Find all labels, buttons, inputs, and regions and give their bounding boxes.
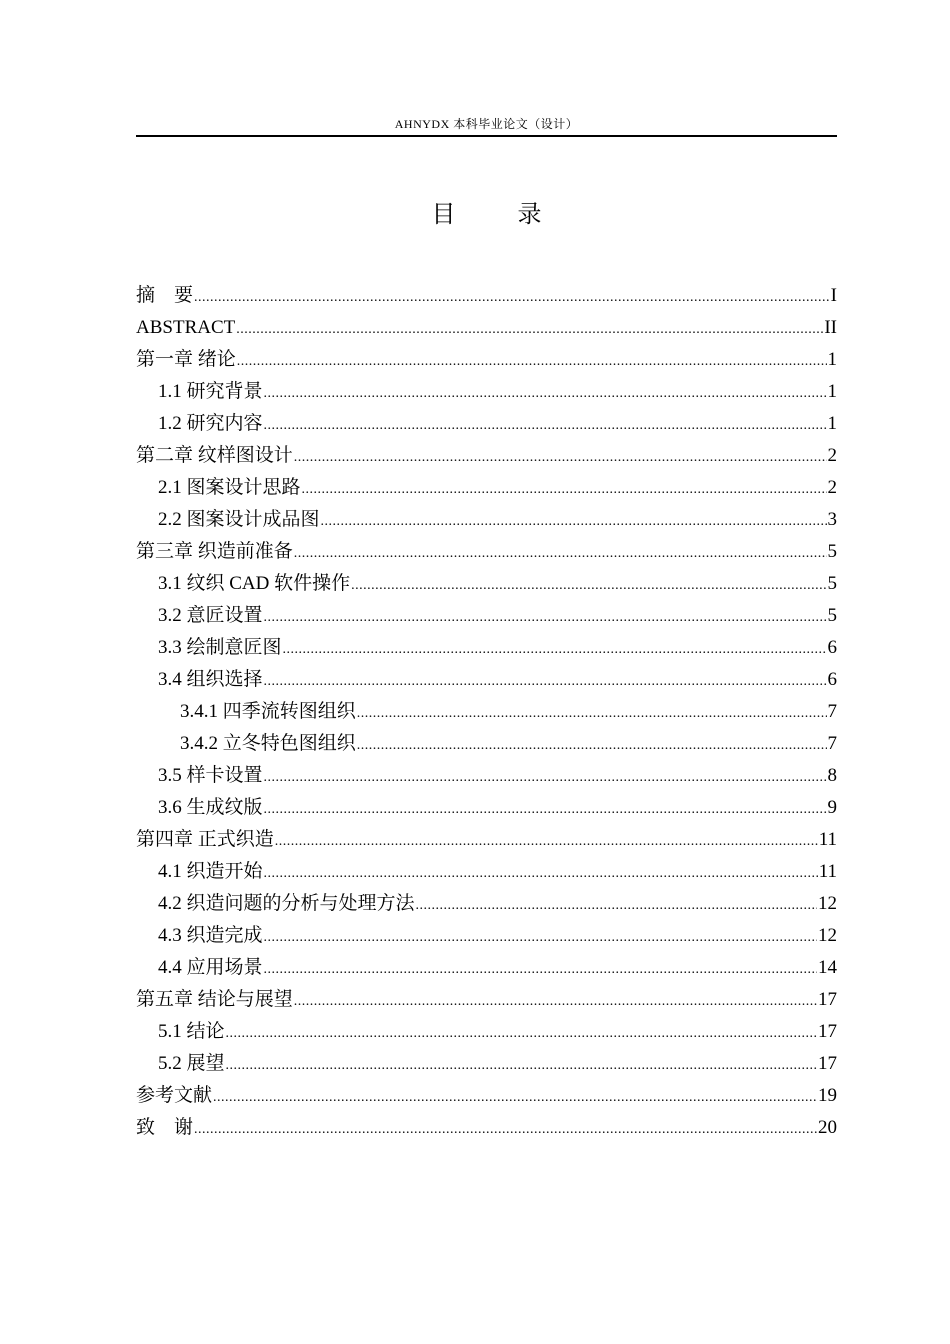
toc-leader-dots: [275, 826, 818, 858]
toc-entry[interactable]: [136, 1112, 837, 1144]
toc-entry-label: 4.1 织造开始: [158, 861, 263, 882]
toc-leader-dots: [226, 1050, 817, 1082]
toc-leader-dots: [264, 794, 827, 826]
toc-entry-page: 19: [818, 1085, 837, 1106]
toc-entry[interactable]: [136, 440, 837, 472]
toc-leader-dots: [357, 698, 827, 730]
toc-entry-label: 摘 要: [136, 285, 194, 306]
toc-entry-page: 11: [818, 829, 837, 850]
toc-entry[interactable]: [136, 1016, 837, 1048]
toc-entry-label: 第一章 绪论: [136, 349, 236, 370]
toc-entry-label: 第五章 结论与展望: [136, 989, 293, 1010]
toc-entry-page: 6: [827, 669, 837, 690]
toc-entry[interactable]: [136, 984, 837, 1016]
toc-leader-dots: [357, 730, 827, 762]
toc-leader-dots: [236, 314, 823, 346]
toc-leader-dots: [321, 506, 827, 538]
toc-entry[interactable]: [136, 344, 837, 376]
header-rule: [136, 135, 837, 137]
toc-entry[interactable]: [136, 1080, 837, 1112]
toc-leader-dots: [264, 762, 827, 794]
toc-entry-page: 5: [827, 573, 837, 594]
toc-leader-dots: [237, 346, 827, 378]
toc-entry-page: 9: [827, 797, 837, 818]
toc-leader-dots: [226, 1018, 817, 1050]
toc-entry-page: 2: [827, 445, 837, 466]
toc-entry[interactable]: [136, 408, 837, 440]
toc-entry-label: 2.2 图案设计成品图: [158, 509, 320, 530]
toc-entry-page: 20: [818, 1117, 837, 1138]
toc-entry-page: 11: [818, 861, 837, 882]
toc-entry-label: 第三章 织造前准备: [136, 541, 293, 562]
toc-entry-label: 3.6 生成纹版: [158, 797, 263, 818]
toc-entry-page: 12: [818, 893, 837, 914]
toc-leader-dots: [264, 954, 817, 986]
toc-entry-label: 5.1 结论: [158, 1021, 225, 1042]
toc-entry-label: 3.4.1 四季流转图组织: [180, 701, 356, 722]
toc-leader-dots: [264, 922, 817, 954]
toc-entry-page: I: [830, 285, 837, 306]
toc-entry-label: 5.2 展望: [158, 1053, 225, 1074]
toc-entry[interactable]: [136, 1048, 837, 1080]
toc-entry[interactable]: [136, 376, 837, 408]
toc-entry-label: 第四章 正式织造: [136, 829, 274, 850]
toc-leader-dots: [194, 282, 830, 314]
toc-entry-label: 3.2 意匠设置: [158, 605, 263, 626]
toc-entry[interactable]: [136, 920, 837, 952]
page-title: 目 录: [431, 202, 570, 228]
toc-entry-page: 5: [827, 605, 837, 626]
toc-entry-label: ABSTRACT: [136, 317, 236, 338]
toc-entry[interactable]: [136, 280, 837, 312]
toc-entry-page: 17: [818, 989, 837, 1010]
toc-entry-page: 2: [827, 477, 837, 498]
toc-entry-label: 1.1 研究背景: [158, 381, 263, 402]
toc-entry-page: 3: [827, 509, 837, 530]
toc-leader-dots: [416, 890, 817, 922]
toc-entry[interactable]: [136, 952, 837, 984]
toc-entry-label: 3.1 纹织 CAD 软件操作: [158, 573, 351, 594]
toc-leader-dots: [213, 1082, 817, 1114]
toc-entry[interactable]: [136, 536, 837, 568]
toc-entry-page: 1: [827, 381, 837, 402]
toc-entry[interactable]: [136, 760, 837, 792]
toc-entry-page: 17: [818, 1053, 837, 1074]
toc-entry-page: 8: [827, 765, 837, 786]
toc-entry[interactable]: [136, 312, 837, 344]
toc-entry-label: 致 谢: [136, 1117, 194, 1138]
toc-entry[interactable]: [136, 568, 837, 600]
toc-entry[interactable]: [136, 664, 837, 696]
toc-entry[interactable]: [136, 792, 837, 824]
page-header: AHNYDX 本科毕业论文（设计）: [394, 117, 579, 131]
toc-leader-dots: [194, 1114, 817, 1146]
toc-entry-label: 第二章 纹样图设计: [136, 445, 293, 466]
toc-entry[interactable]: [136, 856, 837, 888]
toc-leader-dots: [264, 410, 827, 442]
toc-entry[interactable]: [136, 824, 837, 856]
toc-leader-dots: [264, 666, 827, 698]
toc-leader-dots: [294, 986, 817, 1018]
toc-entry-label: 4.3 织造完成: [158, 925, 263, 946]
toc-entry-page: 7: [827, 701, 837, 722]
toc-entry-label: 参考文献: [136, 1085, 213, 1106]
toc-entry-label: 3.4 组织选择: [158, 669, 263, 690]
toc-entry-label: 1.2 研究内容: [158, 413, 263, 434]
toc-entry-label: 3.4.2 立冬特色图组织: [180, 733, 356, 754]
toc-leader-dots: [264, 858, 818, 890]
toc-entry-page: II: [824, 317, 837, 338]
toc-entry-label: 3.5 样卡设置: [158, 765, 263, 786]
toc-entry-page: 17: [818, 1021, 837, 1042]
toc-entry[interactable]: [136, 728, 837, 760]
toc-leader-dots: [351, 570, 826, 602]
toc-entry-label: 4.2 织造问题的分析与处理方法: [158, 893, 415, 914]
toc-entry-page: 7: [827, 733, 837, 754]
toc-entry-page: 6: [827, 637, 837, 658]
toc-entry-label: 4.4 应用场景: [158, 957, 263, 978]
toc-leader-dots: [294, 442, 827, 474]
toc-entry-page: 1: [827, 413, 837, 434]
toc-entry-label: 3.3 绘制意匠图: [158, 637, 282, 658]
toc-leader-dots: [302, 474, 827, 506]
toc-entry-page: 1: [827, 349, 837, 370]
toc-leader-dots: [264, 378, 827, 410]
toc-leader-dots: [294, 538, 827, 570]
toc-leader-dots: [264, 602, 827, 634]
toc-leader-dots: [283, 634, 827, 666]
toc-entry-page: 14: [818, 957, 837, 978]
table-of-contents: [136, 280, 837, 1144]
toc-entry-page: 12: [818, 925, 837, 946]
toc-entry[interactable]: [136, 472, 837, 504]
toc-entry-page: 5: [827, 541, 837, 562]
toc-entry[interactable]: [136, 696, 837, 728]
toc-entry-label: 2.1 图案设计思路: [158, 477, 301, 498]
toc-entry[interactable]: [136, 632, 837, 664]
toc-entry[interactable]: [136, 888, 837, 920]
toc-entry[interactable]: [136, 504, 837, 536]
toc-entry[interactable]: [136, 600, 837, 632]
